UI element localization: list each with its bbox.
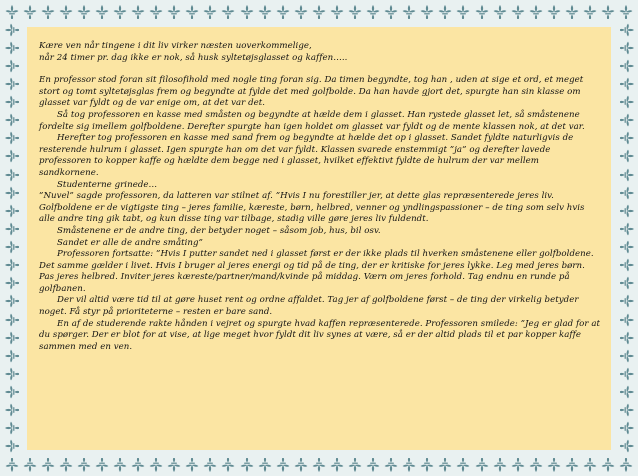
letter-body xyxy=(39,41,601,353)
fleur-de-lis-icon xyxy=(39,3,56,20)
fleur-de-lis-icon xyxy=(202,3,219,20)
fleur-de-lis-icon xyxy=(563,456,580,473)
fleur-de-lis-icon xyxy=(166,3,183,20)
fleur-de-lis-icon xyxy=(401,456,418,473)
fleur-de-lis-icon xyxy=(618,347,635,364)
fleur-de-lis-icon xyxy=(3,220,20,237)
fleur-de-lis-icon xyxy=(202,456,219,473)
fleur-de-lis-icon xyxy=(3,184,20,201)
fleur-de-lis-icon xyxy=(618,166,635,183)
fleur-de-lis-icon xyxy=(166,456,183,473)
fleur-de-lis-icon xyxy=(618,94,635,111)
fleur-de-lis-icon xyxy=(491,456,508,473)
fleur-de-lis-icon xyxy=(545,456,562,473)
fleur-de-lis-icon xyxy=(21,3,38,20)
fleur-de-lis-icon xyxy=(401,3,418,20)
fleur-de-lis-icon xyxy=(184,456,201,473)
fleur-de-lis-icon xyxy=(618,202,635,219)
fleur-de-lis-icon xyxy=(3,365,20,382)
fleur-de-lis-icon xyxy=(618,75,635,92)
fleur-de-lis-icon xyxy=(328,456,345,473)
fleur-de-lis-icon xyxy=(563,3,580,20)
fleur-de-lis-icon xyxy=(618,184,635,201)
fleur-de-lis-icon xyxy=(618,148,635,165)
fleur-de-lis-icon xyxy=(21,456,38,473)
fleur-de-lis-icon xyxy=(618,329,635,346)
fleur-de-lis-icon xyxy=(509,456,526,473)
fleur-de-lis-icon xyxy=(75,456,92,473)
letter-paragraph: Kære ven når tingene i dit liv virker næsten uoverkommelige, xyxy=(39,41,312,51)
fleur-de-lis-icon xyxy=(3,293,20,310)
fleur-de-lis-icon xyxy=(292,456,309,473)
fleur-de-lis-icon xyxy=(3,75,20,92)
fleur-de-lis-icon xyxy=(618,39,635,56)
fleur-de-lis-icon xyxy=(618,257,635,274)
letter-paragraph: Studenterne grinede… xyxy=(57,179,158,190)
fleur-de-lis-icon xyxy=(618,438,635,455)
fleur-de-lis-icon xyxy=(491,3,508,20)
fleur-de-lis-icon xyxy=(346,456,363,473)
fleur-de-lis-icon xyxy=(473,456,490,473)
fleur-de-lis-icon xyxy=(130,456,147,473)
fleur-de-lis-icon xyxy=(618,420,635,437)
fleur-de-lis-icon xyxy=(455,456,472,473)
letter-paragraph: En professor stod foran sit filosofihold med nogle ting foran sig. Da timen begyndte, tog han , uden at sige et ord, et meget stort og tomt syltetøjsglas frem og begyndte at fylde det med golfbolde. Da han havde gjort det, spurgte han sin klasse om glasset var fyldt og de var enige om, at det var det. xyxy=(39,75,584,109)
fleur-de-lis-icon xyxy=(111,456,128,473)
fleur-de-lis-icon xyxy=(3,402,20,419)
fleur-de-lis-icon xyxy=(57,456,74,473)
fleur-de-lis-icon xyxy=(618,365,635,382)
fleur-de-lis-icon xyxy=(238,456,255,473)
fleur-de-lis-icon xyxy=(3,94,20,111)
letter-paragraph: når 24 timer pr. dag ikke er nok, så husk syltetøjsglasset og kaffen….. xyxy=(39,52,348,63)
fleur-de-lis-icon xyxy=(256,3,273,20)
fleur-de-lis-icon xyxy=(3,239,20,256)
fleur-de-lis-icon xyxy=(111,3,128,20)
fleur-de-lis-icon xyxy=(365,456,382,473)
fleur-de-lis-icon xyxy=(365,3,382,20)
border-bottom xyxy=(3,456,635,473)
fleur-de-lis-icon xyxy=(618,3,635,20)
fleur-de-lis-icon xyxy=(509,3,526,20)
fleur-de-lis-icon xyxy=(3,275,20,292)
fleur-de-lis-icon xyxy=(618,311,635,328)
fleur-de-lis-icon xyxy=(220,456,237,473)
fleur-de-lis-icon xyxy=(527,456,544,473)
fleur-de-lis-icon xyxy=(618,130,635,147)
border-left xyxy=(3,21,20,455)
fleur-de-lis-icon xyxy=(310,456,327,473)
letter-paragraph: ”Nuvel” sagde professoren, da latteren var stilnet af. ”Hvis I nu forestiller jer, at dette glas repræsenterede jeres liv. Golfboldene er de vigtigste ting – jeres familie, kæreste, børn, helbred, venner og yndlingspassioner – de ting som selv hvis alle andre ting gik tabt, og kun disse ting var tilbage, stadig ville gøre jeres liv fuldendt. xyxy=(39,191,585,225)
fleur-de-lis-icon xyxy=(437,456,454,473)
fleur-de-lis-icon xyxy=(419,3,436,20)
fleur-de-lis-icon xyxy=(600,3,617,20)
fleur-de-lis-icon xyxy=(3,384,20,401)
fleur-de-lis-icon xyxy=(473,3,490,20)
fleur-de-lis-icon xyxy=(57,3,74,20)
fleur-de-lis-icon xyxy=(618,384,635,401)
border-right xyxy=(618,21,635,455)
fleur-de-lis-icon xyxy=(75,3,92,20)
fleur-de-lis-icon xyxy=(582,3,599,20)
fleur-de-lis-icon xyxy=(618,239,635,256)
fleur-de-lis-icon xyxy=(148,456,165,473)
fleur-de-lis-icon xyxy=(93,3,110,20)
fleur-de-lis-icon xyxy=(618,275,635,292)
fleur-de-lis-icon xyxy=(3,57,20,74)
fleur-de-lis-icon xyxy=(3,438,20,455)
border-top xyxy=(3,3,635,20)
fleur-de-lis-icon xyxy=(148,3,165,20)
fleur-de-lis-icon xyxy=(220,3,237,20)
fleur-de-lis-icon xyxy=(545,3,562,20)
fleur-de-lis-icon xyxy=(3,166,20,183)
fleur-de-lis-icon xyxy=(274,3,291,20)
fleur-de-lis-icon xyxy=(527,3,544,20)
letter-paragraph: En af de studerende rakte hånden i vejret og spurgte hvad kaffen repræsenterede. Professoren smilede: ”Jeg er glad for at du spørger. Der er blot for at vise, at lige meget hvor fyldt dit liv synes at være, så er der altid plads til et par kopper kaffe sammen med en ven. xyxy=(39,318,601,352)
fleur-de-lis-icon xyxy=(256,456,273,473)
fleur-de-lis-icon xyxy=(346,3,363,20)
fleur-de-lis-icon xyxy=(618,57,635,74)
fleur-de-lis-icon xyxy=(3,112,20,129)
fleur-de-lis-icon xyxy=(3,456,20,473)
fleur-de-lis-icon xyxy=(130,3,147,20)
fleur-de-lis-icon xyxy=(3,329,20,346)
letter-paragraph: Professoren fortsatte: ”Hvis I putter sandet ned i glasset først er der ikke plads til hverken småstenene eller golfboldene. Det samme gælder i livet. Hvis I bruger al jeres energi og tid på de ting, der er kritiske for jeres lykke. Leg med jeres børn. Pas jeres helbred. Inviter jeres kæreste/partner/mand/kvinde på middag. Værn om jeres forhold. Tag endnu en runde på golfbanen. xyxy=(39,249,594,294)
fleur-de-lis-icon xyxy=(582,456,599,473)
fleur-de-lis-icon xyxy=(600,456,617,473)
fleur-de-lis-icon xyxy=(3,257,20,274)
fleur-de-lis-icon xyxy=(292,3,309,20)
fleur-de-lis-icon xyxy=(3,21,20,38)
fleur-de-lis-icon xyxy=(3,3,20,20)
fleur-de-lis-icon xyxy=(618,456,635,473)
letter-paragraph: Småstenene er de andre ting, der betyder noget – såsom job, hus, bil osv. xyxy=(57,225,381,236)
letter-paragraph: Sandet er alle de andre småting” xyxy=(57,237,203,248)
fleur-de-lis-icon xyxy=(618,220,635,237)
fleur-de-lis-icon xyxy=(3,130,20,147)
letter-paragraph: Så tog professoren en kasse med småsten og begyndte at hælde dem i glasset. Han rystede glasset let, så småstenene fordelte sig imellem golfboldene. Derefter spurgte han igen holdet om glasset var fyldt og de mente klassen nok, at det var. xyxy=(39,109,585,132)
fleur-de-lis-icon xyxy=(238,3,255,20)
fleur-de-lis-icon xyxy=(3,202,20,219)
fleur-de-lis-icon xyxy=(184,3,201,20)
fleur-de-lis-icon xyxy=(618,112,635,129)
letter-paragraph: Der vil altid være tid til at gøre huset rent og ordne affaldet. Tag jer af golfboldene først – de ting der virkelig betyder noget. Få styr på prioriteterne – resten er bare sand. xyxy=(39,295,579,318)
fleur-de-lis-icon xyxy=(328,3,345,20)
fleur-de-lis-icon xyxy=(618,402,635,419)
fleur-de-lis-icon xyxy=(383,3,400,20)
fleur-de-lis-icon xyxy=(383,456,400,473)
fleur-de-lis-icon xyxy=(455,3,472,20)
fleur-de-lis-icon xyxy=(3,311,20,328)
fleur-de-lis-icon xyxy=(93,456,110,473)
fleur-de-lis-icon xyxy=(39,456,56,473)
fleur-de-lis-icon xyxy=(310,3,327,20)
fleur-de-lis-icon xyxy=(274,456,291,473)
fleur-de-lis-icon xyxy=(3,39,20,56)
fleur-de-lis-icon xyxy=(3,347,20,364)
fleur-de-lis-icon xyxy=(419,456,436,473)
fleur-de-lis-icon xyxy=(3,148,20,165)
fleur-de-lis-icon xyxy=(437,3,454,20)
letter-paragraph: Herefter tog professoren en kasse med sand frem og begyndte at hælde det op i glasset. Sandet fyldte naturligvis de resterende hulrum i glasset. Igen spurgte han om det var fyldt. Klassen svarede enstemmigt ”ja” og derefter lavede professoren to kopper kaffe og hældte dem begge ned i glasset, hvilket effektivt fyldte de hulrum der var mellem sandkornene. xyxy=(39,133,574,178)
fleur-de-lis-icon xyxy=(3,420,20,437)
fleur-de-lis-icon xyxy=(618,21,635,38)
letter-paper xyxy=(27,27,611,450)
fleur-de-lis-icon xyxy=(618,293,635,310)
